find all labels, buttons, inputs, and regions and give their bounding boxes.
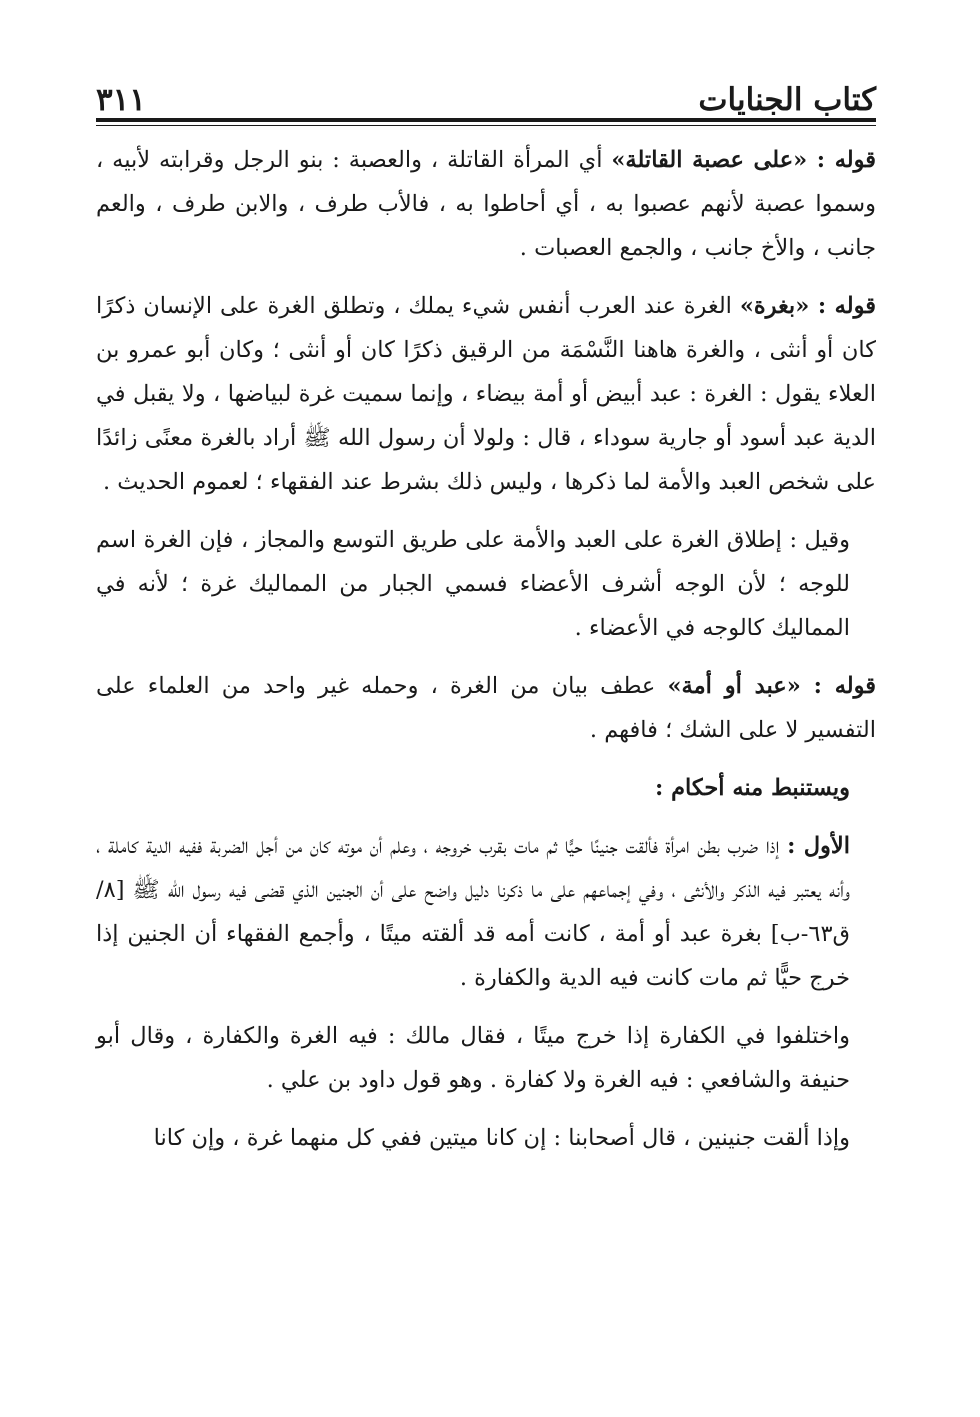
paragraph	[96, 518, 876, 650]
paragraph-text: إذا ضرب بطن امرأة فألقت جنينًا حيًّا ثم مات بقرب خروجه ، وعلم أن موته كان من أجل الضربة ففيه الدية كاملة ، وأنه يعتبر فيه الذكر والأنثى ، وفي إجماعهم على ما ذكرنا دليل واضح على أن الجنين الذي قضى فيه رسول الله ﷺ [٨/ ق٦٣-ب] بغرة عبد أو أمة ، كانت أمه قد ألقته ميتًا ، وأجمع الفقهاء أن الجنين إذا خرج حيًّا ثم مات كانت فيه الدية والكفارة .	[96, 833, 850, 991]
paragraph-lead: قوله : «بغرة»	[739, 293, 876, 319]
paragraph	[96, 1014, 876, 1102]
section-heading: ويستنبط منه أحكام :	[654, 775, 850, 801]
paragraph-text: وإذا ألقت جنينين ، قال أصحابنا : إن كانا ميتين ففي كل منهما غرة ، وإن كانا	[153, 1125, 850, 1151]
paragraph-lead: قوله : «على عصبة القاتلة»	[611, 147, 876, 173]
paragraph	[96, 138, 876, 270]
paragraph-text: عطف بيان من الغرة ، وحمله غير واحد من العلماء على التفسير لا على الشك ؛ فافهم .	[96, 673, 876, 743]
paragraph-text: وقيل : إطلاق الغرة على العبد والأمة على طريق التوسع والمجاز ، فإن الغرة اسم للوجه ؛ لأن الوجه أشرف الأعضاء فسمي الجبار من المماليك غرة ؛ لأنه في المماليك كالوجه في الأعضاء .	[96, 527, 850, 641]
paragraph-lead: الأول :	[787, 833, 850, 859]
paragraph-lead: قوله : «عبد أو أمة»	[667, 673, 876, 699]
paragraph	[96, 824, 876, 1000]
chapter-title: كتاب الجنايات	[698, 82, 876, 118]
paragraph	[96, 664, 876, 752]
paragraph	[96, 1116, 876, 1160]
header-rule-thin	[96, 125, 876, 126]
paragraph-text: الغرة عند العرب أنفس شيء يملك ، وتطلق الغرة على الإنسان ذكرًا كان أو أنثى ، والغرة هاهنا النَّسْمَة من الرقيق ذكرًا كان أو أنثى ؛ وكان أبو عمرو بن العلاء يقول : الغرة : عبد أبيض أو أمة بيضاء ، وإنما سميت غرة لبياضها ، ولا يقبل في الدية عبد أسود أو جارية سوداء ، قال : ولولا أن رسول الله ﷺ أراد بالغرة معنًى زائدًا على شخص العبد والأمة لما ذكرها ، وليس ذلك بشرط عند الفقهاء ؛ لعموم الحديث .	[96, 293, 876, 495]
page-number: ٣١١	[96, 82, 146, 118]
header-rule-thick	[96, 118, 876, 122]
page-body	[96, 138, 876, 1174]
paragraph-text: واختلفوا في الكفارة إذا خرج ميتًا ، فقال مالك : فيه الغرة والكفارة ، وقال أبو حنيفة والشافعي : فيه الغرة ولا كفارة . وهو قول داود بن علي .	[96, 1023, 850, 1093]
page-header	[96, 70, 876, 116]
paragraph-text: أي المرأة القاتلة ، والعصبة : بنو الرجل وقرابته لأبيه ، وسموا عصبة لأنهم عصبوا به ، أي أحاطوا به ، فالأب طرف ، والابن طرف ، والعم جانب ، والأخ جانب ، والجمع العصبات .	[96, 147, 876, 261]
paragraph	[96, 284, 876, 504]
